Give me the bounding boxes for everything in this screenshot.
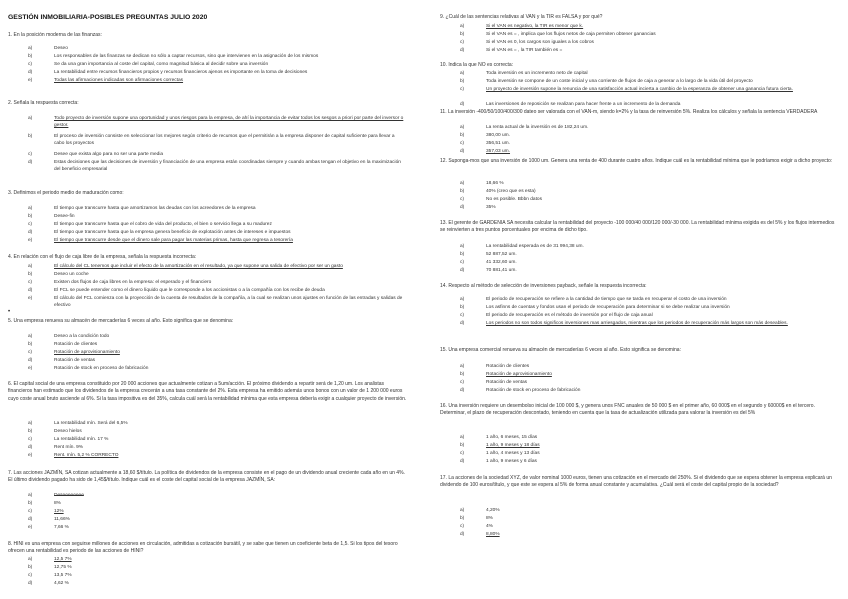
question-3: 3. Definimos el periodo medio de maduración como: — [8, 190, 124, 196]
question-15: 15. Una empresa comercial renueva su almacén de mercaderías 6 veces al año. Esto significa se denomina: — [440, 347, 681, 353]
bullet-dot: • — [8, 309, 11, 315]
question-5: 5. Una empresa renueva su almacén de mercaderías 6 veces al año. Esto significa que se denomina: — [8, 318, 234, 324]
question-16: 16. Una inversión requiere un desembolso inicial de 100 000 $, y genera unos FNC anuales de 50 000 $ en el primer año, 60 000$ en el segundo y 60000$ en el tercero. Determinar, el plazo de recuperación descontado, teniendo en cuenta que la tasa de actualización utilizada para valorar la inversión es del 5% — [440, 403, 815, 417]
question-13: 13. El gerente de GARDENIA SA necesita calcular la rentabilidad del proyecto -100 000/40 000/120 000/-30 000. La rentabilidad mínima exigida es del 5% y los flujos intermedios se reinvierten a tres puntos porcentuales por encima de dicho tipo. — [440, 220, 835, 234]
question-7: 7. Las acciones JAZMÍN, SA cotizan actualmente a 18,60 $/título. La política de dividendos de la empresa consiste en el pago de un dividendo anual creciente cada año en un 4%. El último dividendo pagado ha sido de 1,45$/título. Indique cuál es el coste del capital social de la empresa JAZMÍN, SA: — [8, 470, 405, 484]
question-6: 6. El capital social de una empresa constituido por 20 000 acciones que actualmente cotizan a 5um/acción. El próximo dividendo a repartir será de 1,20 um. Los analistas financieros han estimado que los dividendos de la empresa crecerán a una tasa constante del 2%. Esta empresa ha emitido además unos bonos con un valor de 1 200 000 euros cuyo coste anual bruto asciende al 6%. Si la tasa impositiva es del 35%, calcula cuál será la rentabilidad mínima que esta empresa debería exigir a cualquier proyecto de inversión. — [8, 381, 407, 402]
question-10: 10. Indica la que NO es correcta: — [440, 62, 514, 68]
question-14: 14. Respecto al método de selección de inversiones payback, señale la respuesta incorrecta: — [440, 283, 647, 289]
document-title: GESTIÓN INMOBILIARIA-POSIBLES PREGUNTAS JULIO 2020 — [8, 14, 208, 21]
question-11: 11. La inversión -400/50/100/400/300 dateo ser valorada con el VAN-m, siendo k=2% y la tasa de reinversión 5%. Realiza los cálculos y señala la sentencia VERDADERA — [440, 109, 818, 115]
question-1: 1. En la posición moderna de las finanzas: — [8, 32, 102, 38]
question-12: 12. Suponga-mos que una inversión de 1000 um. Genera una renta de 400 durante cuatro años. Indique cuál es la rentabilidad mínima que le podríamos exigir a dicho proyecto: — [440, 158, 833, 164]
question-9: 9. ¿Cuál de las sentencias relativas al VAN y la TIR es FALSA y por qué? — [440, 14, 603, 20]
question-4: 4. En relación con el flujo de caja libre de la empresa, señala la respuesta incorrecta: — [8, 254, 197, 260]
question-17: 17. La acciones de la sociedad XYZ, de valor nominal 1000 euros, tienen una cotización en el mercado del 250%. Si el dividendo que se espera obtener la empresa explicará un dividendo de 100 euros/título, y que este se espera al 5% de forma anual constante y acumulativa. ¿Cuál será el coste del capital propio de la sociedad? — [440, 475, 832, 489]
question-8: 8. HINI es una empresa con seguirse millones de acciones en circulación, admitidas a cotización bursátil, y se sabe que tienen un coeficiente beta de 1,5. Si los tipos del tesoro ofrecen una rentabilidad es periodo de las acciones de HINI? — [8, 541, 398, 555]
question-2: 2. Señala la respuesta correcta: — [8, 100, 79, 106]
